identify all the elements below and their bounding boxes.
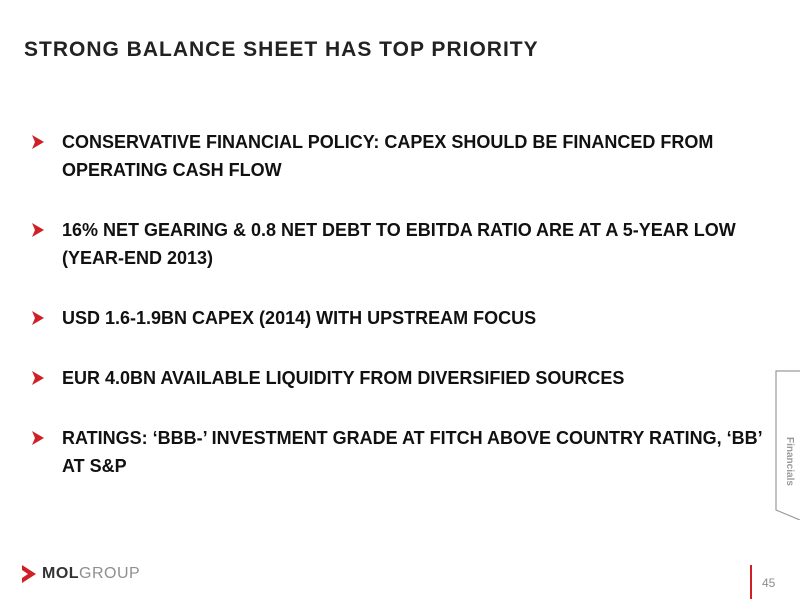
section-tab-label: Financials <box>784 437 795 486</box>
bullet-text: EUR 4.0BN AVAILABLE LIQUIDITY FROM DIVERSIFIED SOURCES <box>62 368 625 388</box>
mol-triangle-logo-icon <box>22 565 36 583</box>
red-triangle-bullet-icon <box>32 311 44 325</box>
page-number: 45 <box>762 576 776 590</box>
bullet-text: USD 1.6-1.9BN CAPEX (2014) WITH UPSTREAM FOCUS <box>62 308 537 328</box>
bullet-item <box>30 364 770 392</box>
logo-group-text: GROUP <box>79 565 141 582</box>
bullet-item <box>30 424 770 480</box>
bullet-list <box>30 128 770 480</box>
red-triangle-bullet-icon <box>32 371 44 385</box>
bullet-item <box>30 216 770 272</box>
slide-title: STRONG BALANCE SHEET HAS TOP PRIORITY <box>24 38 539 61</box>
red-triangle-bullet-icon <box>32 431 44 445</box>
bullet-text: 16% NET GEARING & 0.8 NET DEBT TO EBITDA RATIO ARE AT A 5-YEAR LOW (YEAR-END 2013) <box>62 220 736 268</box>
footer-divider <box>750 565 752 599</box>
red-triangle-bullet-icon <box>32 223 44 237</box>
bullet-item <box>30 304 770 332</box>
bullet-item <box>30 128 770 184</box>
logo-wordmark <box>42 565 140 583</box>
bullet-text: CONSERVATIVE FINANCIAL POLICY: CAPEX SHOULD BE FINANCED FROM OPERATING CASH FLOW <box>62 132 714 180</box>
logo-mol-text: MOL <box>42 565 80 582</box>
bullet-text: RATINGS: ‘BBB-’ INVESTMENT GRADE AT FITCH ABOVE COUNTRY RATING, ‘BB’ AT S&P <box>62 428 762 476</box>
mol-group-logo <box>22 564 140 584</box>
red-triangle-bullet-icon <box>32 135 44 149</box>
